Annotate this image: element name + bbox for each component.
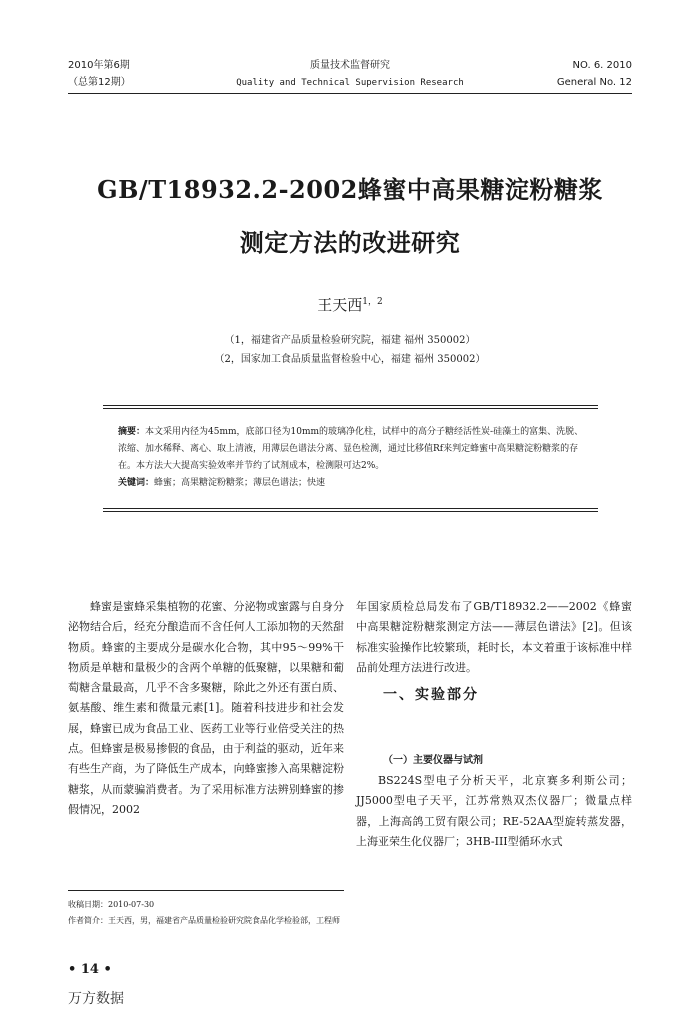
- journal-title-cn: 质量技术监督研究: [310, 60, 390, 71]
- abstract-label: 摘要：: [118, 427, 146, 437]
- header-rule: [68, 93, 632, 94]
- general-no: General No. 12: [556, 77, 632, 88]
- intro-paragraph: 蜂蜜是蜜蜂采集植物的花蜜、分泌物或蜜露与自身分泌物结合后，经充分酿造而不含任何人工添加物的天然甜物质。蜂蜜的主要成分是碳水化合物，其中95～99%干物质是单糖和量极少的含两个单糖的低聚糖，以果糖和葡萄糖含量最高，几乎不含多聚糖，除此之外还有蛋白质、氨基酸、维生素和微量元素[1]。随着科技进步和社会发展，蜂蜜已成为食品工业、医药工业等行业倍受关注的热点。但蜂蜜是极易掺假的食品，由于利益的驱动，近年来有些生产商，为了降低生产成本，向蜂蜜掺入高果糖淀粉糖浆，从而蒙骗消费者。为了采用标准方法辨别蜂蜜的掺假情况，2002: [68, 600, 344, 816]
- intro-paragraph-continued: 年国家质检总局发布了GB/T18932.2——2002《蜂蜜中高果糖淀粉糖浆测定方法——薄层色谱法》[2]。但该标准实验操作比较繁琐，耗时长，本文着重于该标准中样品前处理方法进行改进。: [356, 600, 632, 674]
- footnote-rule: [68, 890, 344, 891]
- keywords-text: 蜂蜜；高果糖淀粉糖浆；薄层色谱法；快速: [154, 478, 326, 488]
- affiliation-2: （2，国家加工食品质量监督检验中心，福建 福州 350002）: [214, 354, 486, 365]
- abstract: [118, 424, 590, 492]
- section-title: 一、实验部分: [383, 687, 479, 703]
- body-right-column-top: [356, 597, 632, 678]
- abstract-rule-top-2: [103, 408, 598, 409]
- abstract-rule-bottom-2: [103, 511, 598, 512]
- page-number: • 14 •: [68, 962, 112, 977]
- author-intro: 作者简介：王天西，男，福建省产品质量检验研究院食品化学检验部，工程师: [68, 916, 340, 925]
- affiliation-1: （1，福建省产品质量检验研究院，福建 福州 350002）: [224, 335, 476, 346]
- instruments-paragraph: BS224S型电子分析天平，北京赛多利斯公司；JJ5000型电子天平，江苏常熟双杰仪器厂；微量点样器，上海高鸽工贸有限公司；RE-52AA型旋转蒸发器，上海亚荣生化仪器厂；3HB-III型循环水式: [356, 774, 632, 848]
- author-name: 王天西: [317, 296, 363, 314]
- issue-year: 2010年第6期: [68, 60, 130, 71]
- received-date: 收稿日期：2010-07-30: [68, 900, 155, 909]
- journal-title-en: Quality and Technical Supervision Research: [236, 78, 464, 88]
- paper-title-line2: 测定方法的改进研究: [239, 228, 461, 257]
- keywords: [118, 475, 590, 492]
- body-right-column-bottom: [356, 771, 632, 852]
- body-left-column: [68, 597, 344, 820]
- abstract-rule-top-1: [103, 405, 598, 406]
- abstract-rule-bottom-1: [103, 508, 598, 509]
- watermark: 万方数据: [68, 991, 124, 1007]
- paper-title-line1: GB/T18932.2-2002蜂蜜中高果糖淀粉糖浆: [97, 175, 603, 204]
- abstract-body: [118, 424, 590, 475]
- author: [0, 294, 700, 315]
- keywords-label: 关键词：: [118, 478, 155, 488]
- subsection-title: （一）主要仪器与试剂: [383, 755, 483, 766]
- abstract-text: 本文采用内径为45mm，底部口径为10mm的玻璃净化柱，试样中的高分子糖经活性炭-硅藻土的富集、洗脱、浓缩、加水稀释、离心、取上清液，用薄层色谱法分离、显色检测，通过比移值Rf来判定蜂蜜中高果糖淀粉糖浆的存在。本方法大大提高实验效率并节约了试剂成本，检测限可达2%。: [118, 427, 584, 471]
- author-affil-sup: 1，2: [362, 297, 383, 307]
- issue-total: （总第12期）: [68, 77, 131, 88]
- issue-no: NO. 6. 2010: [572, 60, 632, 71]
